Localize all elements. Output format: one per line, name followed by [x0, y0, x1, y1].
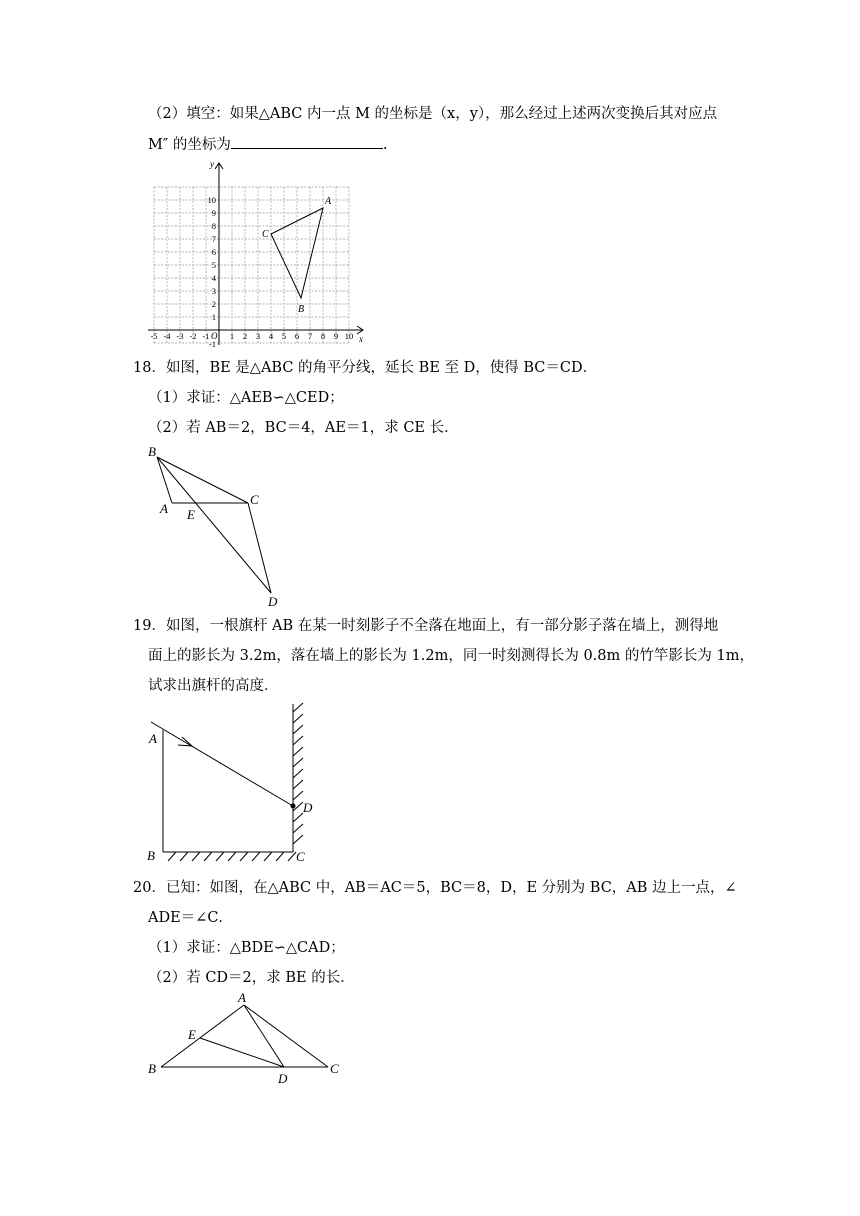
y-axis-label: y — [210, 159, 214, 169]
wall-hatch-mark — [293, 747, 303, 756]
p17-part2-line2 — [148, 134, 387, 155]
point-d — [291, 804, 296, 809]
y-tick-label: 6 — [211, 247, 216, 257]
y-tick-label: 3 — [211, 286, 216, 296]
x-tick-label: 6 — [294, 331, 300, 341]
wall-hatch-mark — [293, 703, 303, 712]
ground-hatch-mark — [228, 852, 236, 861]
ground-hatch-mark — [288, 852, 296, 861]
p20-line1: 20．已知：如图，在△ABC 中，AB＝AC＝5，BC＝8，D，E 分别为 BC，AB 边上一点，∠ — [133, 880, 737, 896]
x-tick-label: 4 — [268, 331, 274, 341]
p17-part2-line1: （2）填空：如果△ABC 内一点 M 的坐标是（x，y），那么经过上述两次变换后其对应点 — [148, 106, 718, 122]
coordinate-grid-figure — [140, 155, 375, 355]
y-tick-label: 10 — [207, 195, 216, 205]
ground-hatch-mark — [264, 852, 272, 861]
x-tick-label: 1 — [229, 331, 235, 341]
x-tick-label: 10 — [344, 331, 354, 341]
x-tick-label: 7 — [307, 331, 313, 341]
x-tick-label: -4 — [163, 331, 171, 341]
x-tick-label: 9 — [333, 331, 339, 341]
y-tick-label: 8 — [211, 221, 216, 231]
x-tick-label: -2 — [189, 331, 197, 341]
label-a: A — [149, 731, 157, 746]
x-tick-label: 8 — [320, 331, 326, 341]
wall-hatch-mark — [293, 736, 303, 745]
x-tick-label: 5 — [281, 331, 287, 341]
label-b: B — [147, 848, 155, 863]
label-b: B — [148, 444, 156, 459]
wall-hatch-mark — [293, 791, 303, 800]
answer-blank[interactable] — [231, 134, 383, 149]
ground-hatch-mark — [240, 852, 248, 861]
y-tick-label: 5 — [211, 260, 216, 270]
x-tick-label: -1 — [202, 331, 210, 341]
y-tick-label: 1 — [211, 312, 216, 322]
label-c: C — [296, 849, 305, 864]
p19-line2: 面上的影长为 3.2m，落在墙上的影长为 1.2m，同一时刻测得长为 0.8m 的竹竿影长为 1m， — [148, 648, 754, 664]
ground-hatch-mark — [252, 852, 260, 861]
ground-hatch-mark — [276, 852, 284, 861]
x-tick-label: -5 — [150, 331, 158, 341]
ground-hatch-mark — [204, 852, 212, 861]
label-d: D — [268, 594, 278, 609]
label-d: D — [303, 800, 313, 815]
p18-q1: （1）求证：△AEB∽△CED； — [148, 390, 344, 406]
label-e: E — [188, 1027, 196, 1042]
wall-hatch-mark — [293, 824, 303, 833]
y-neg-tick: -1 — [208, 339, 216, 349]
wall-hatch-mark — [293, 780, 303, 789]
p18-triangle-figure — [140, 440, 290, 610]
ground-hatch-mark — [180, 852, 188, 861]
wall-hatch-mark — [293, 758, 303, 767]
ground-hatch-mark — [192, 852, 200, 861]
y-tick-label: 4 — [211, 273, 216, 283]
label-c: C — [330, 1061, 339, 1076]
label-e: E — [187, 507, 195, 522]
wall-hatch-mark — [293, 725, 303, 734]
p17-answer-prefix: M″ 的坐标为 — [148, 137, 231, 153]
label-a: A — [160, 501, 168, 516]
wall-hatch-mark — [293, 714, 303, 723]
x-tick-label: 3 — [255, 331, 261, 341]
triangle-abc — [271, 208, 323, 298]
label-a: A — [325, 196, 332, 207]
p17-answer-suffix: . — [382, 137, 388, 153]
label-b: B — [148, 1061, 156, 1076]
p20-q2: （2）若 CD＝2，求 BE 的长． — [148, 970, 355, 986]
label-c: C — [250, 492, 259, 507]
x-tick-label: -3 — [176, 331, 184, 341]
y-tick-label: 9 — [211, 208, 216, 218]
label-d: D — [278, 1071, 288, 1086]
ground-hatch-mark — [168, 852, 176, 861]
wall-hatch-mark — [293, 835, 303, 844]
p20-q1: （1）求证：△BDE∽△CAD； — [148, 940, 345, 956]
x-tick-label: 2 — [242, 331, 248, 341]
y-tick-label: 7 — [211, 234, 216, 244]
ground-hatch-mark — [216, 852, 224, 861]
x-axis-label: x — [359, 334, 363, 344]
p18-stem: 18．如图，BE 是△ABC 的角平分线，延长 BE 至 D，使得 BC＝CD． — [133, 360, 598, 376]
p19-line1: 19．如图，一根旗杆 AB 在某一时刻影子不全落在地面上，有一部分影子落在墙上，测得地 — [133, 618, 719, 634]
p19-line3: 试求出旗杆的高度． — [148, 678, 279, 694]
wall-hatch-mark — [293, 769, 303, 778]
label-b: B — [298, 304, 305, 315]
p18-q2: （2）若 AB＝2，BC＝4，AE＝1，求 CE 长． — [148, 420, 459, 436]
label-a: A — [238, 990, 246, 1005]
y-tick-label: 2 — [211, 299, 216, 309]
p19-flagpole-figure — [140, 700, 340, 870]
origin-label: O — [211, 331, 218, 341]
label-c: C — [262, 229, 269, 240]
p20-triangle-figure — [140, 988, 350, 1088]
p20-line2: ADE＝∠C． — [148, 910, 233, 926]
wall-hatch-mark — [293, 813, 303, 822]
